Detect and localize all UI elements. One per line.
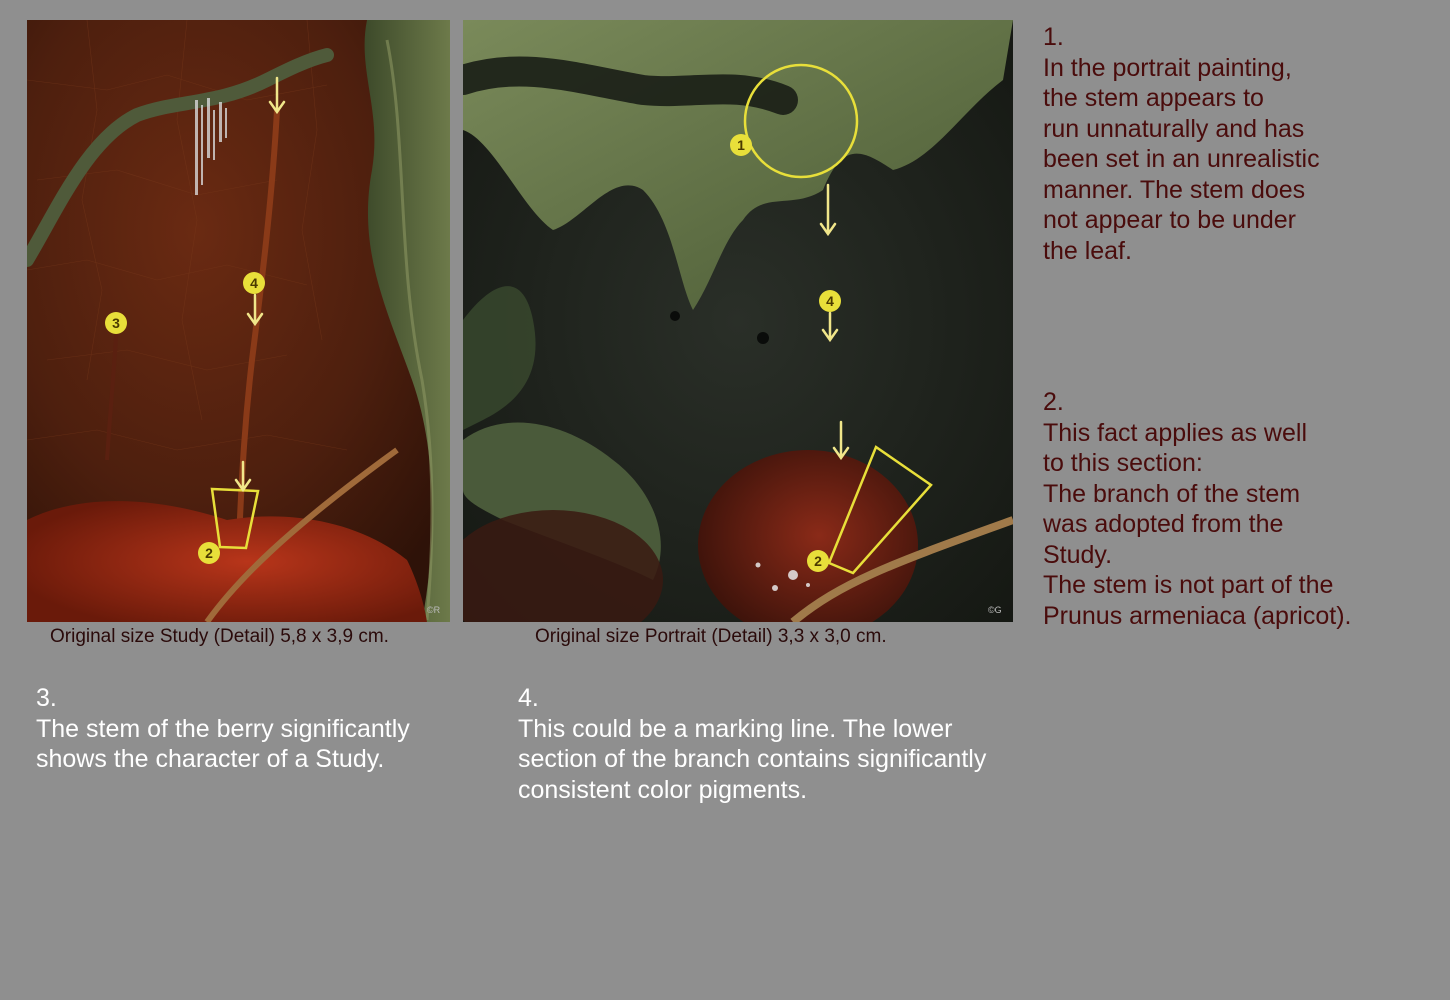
portrait-watermark: ©G (988, 605, 1002, 615)
svg-text:2: 2 (814, 553, 822, 569)
note-2-line: to this section: (1043, 449, 1203, 477)
note-1-line: manner. The stem does (1043, 175, 1306, 204)
note-2-line: was adopted from the (1043, 510, 1284, 538)
svg-text:4: 4 (250, 275, 258, 291)
marker-4-portrait (818, 289, 842, 313)
note-2-line: This fact applies as well (1043, 418, 1308, 447)
note-1-line: the stem appears to (1043, 84, 1264, 112)
note-4 (518, 683, 986, 805)
marker-2-study (197, 541, 221, 565)
note-3 (36, 683, 410, 775)
svg-text:2: 2 (205, 545, 213, 561)
study-detail-image (27, 20, 450, 622)
note-3-line: The stem of the berry significantly (36, 714, 410, 743)
note-2 (1043, 387, 1351, 631)
svg-text:1: 1 (737, 137, 745, 153)
note-2-line: Prunus armeniaca (apricot). (1043, 601, 1352, 630)
note-1-line: been set in an unrealistic (1043, 145, 1320, 173)
marker-2-portrait (806, 549, 830, 573)
note-1 (1043, 22, 1320, 266)
marker-1-portrait (729, 133, 753, 157)
note-1-line: not appear to be under (1043, 206, 1296, 234)
note-4-line: section of the branch contains significantly (518, 745, 987, 773)
note-1-line: run unnaturally and has (1043, 114, 1305, 143)
note-1-line: the leaf. (1043, 236, 1132, 265)
note-1-number: 1. (1043, 23, 1064, 51)
note-4-line: consistent color pigments. (518, 775, 808, 804)
study-watermark: ©R (427, 605, 441, 615)
note-1-line: In the portrait painting, (1043, 53, 1292, 82)
note-4-number: 4. (518, 684, 539, 712)
note-2-line: The branch of the stem (1043, 479, 1301, 508)
note-3-line: shows the character of a Study. (36, 745, 385, 773)
svg-text:4: 4 (826, 293, 834, 309)
note-4-line: This could be a marking line. The lower (518, 714, 953, 743)
study-caption: Original size Study (Detail) 5,8 x 3,9 cm. (50, 626, 389, 647)
note-3-number: 3. (36, 684, 57, 712)
marker-3-study (104, 311, 128, 335)
portrait-detail-image (463, 20, 1013, 622)
marker-4-study (242, 271, 266, 295)
svg-text:3: 3 (112, 315, 120, 331)
note-2-line: Study. (1043, 540, 1113, 569)
portrait-caption: Original size Portrait (Detail) 3,3 x 3,0 cm. (535, 626, 887, 647)
note-2-number: 2. (1043, 388, 1064, 416)
note-2-line: The stem is not part of the (1043, 571, 1334, 599)
